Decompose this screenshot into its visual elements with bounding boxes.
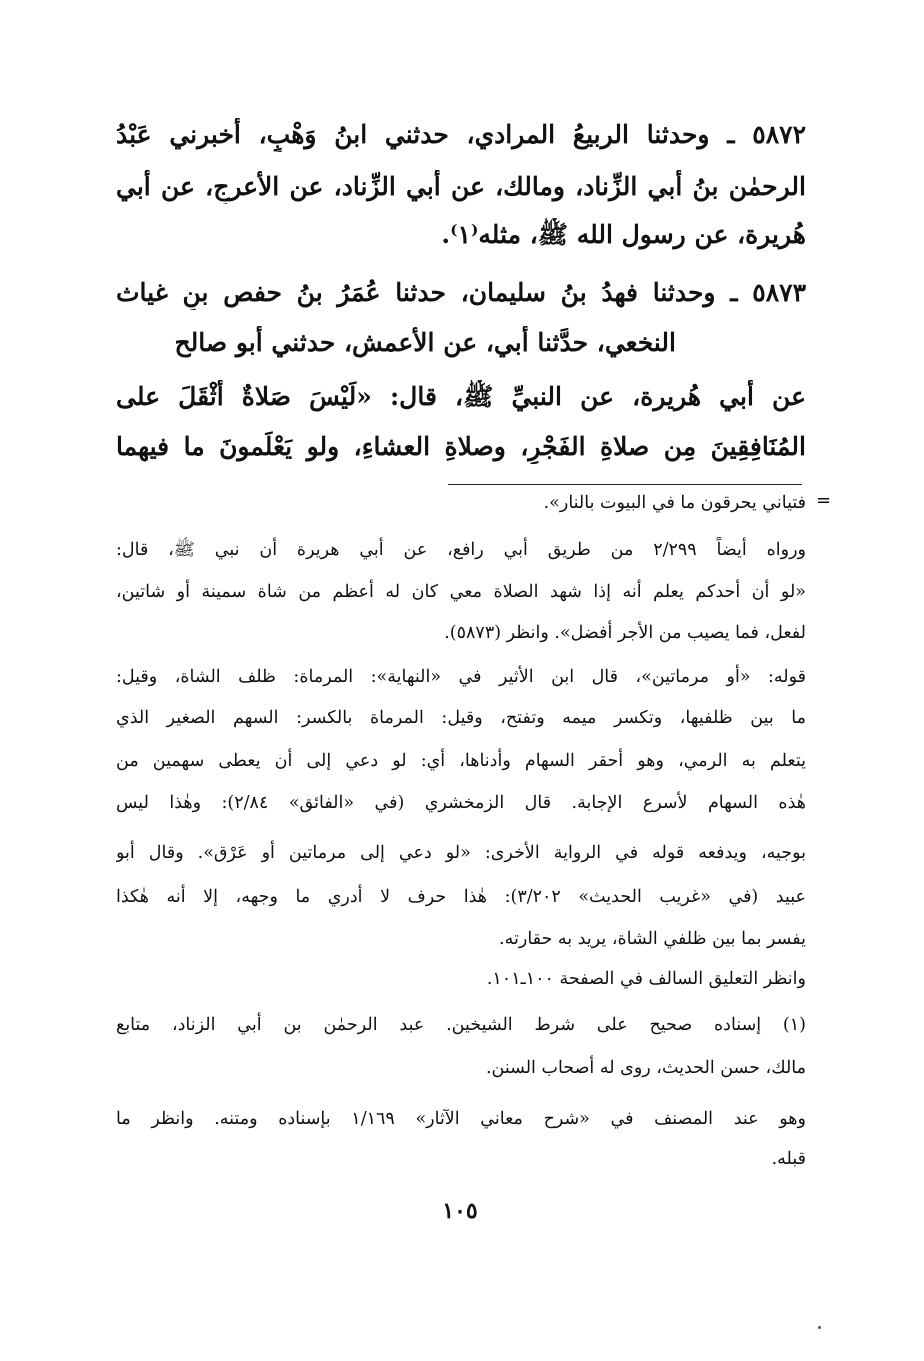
footnote-1-line-4: قبله. (771, 1149, 806, 1169)
hadith-5872-line-3: هُريرة، عن رسول الله ﷺ، مثله⁽١⁾. (441, 220, 806, 249)
note-line-9: بوجيه، ويدفعه قوله في الرواية الأخرى: «لو دعي إلى مرماتين أو عَرْق». وقال أبو (116, 843, 806, 863)
note-line-1: فتياني يحرقون ما في البيوت بالنار». (543, 493, 806, 513)
note-line-10: عبيد (في «غريب الحديث» ٣/٢٠٢): هٰذا حرف لا أدري ما وجهه، إلا أنه هٰكذا (116, 887, 806, 907)
note-line-12: وانظر التعليق السالف في الصفحة ١٠٠ـ١٠١. (486, 969, 806, 989)
note-line-5: قوله: «أو مرماتين»، قال ابن الأثير في «النهاية»: المرماة: ظلف الشاة، وقيل: (116, 667, 806, 687)
hadith-5872-line-2: الرحمٰن بنُ أبي الزِّناد، ومالك، عن أبي الزِّناد، عن الأعرجِ، عن أبي (116, 172, 806, 201)
hadith-5873-line-3: عن أبي هُريرة، عن النبيِّ ﷺ، قال: «لَيْسَ صَلاةٌ أَثْقَلَ على (116, 382, 806, 411)
hadith-5873-line-4: المُنَافِقِينَ مِن صلاةِ الفَجْرِ، وصلاةِ العشاءِ، ولو يَعْلَمونَ ما فيهما (116, 432, 806, 461)
note-line-2: ورواه أيضاً ٢/٢٩٩ من طريق أبي رافع، عن أبي هريرة أن نبي ﷺ، قال: (116, 540, 806, 560)
page-number: ١٠٥ (442, 1198, 478, 1224)
scan-speck (818, 1326, 821, 1329)
hadith-5873-line-2: النخعي، حدَّثنا أبي، عن الأعمش، حدثني أبو صالح (174, 328, 676, 357)
note-line-8: هٰذه السهام لأسرع الإجابة. قال الزمخشري (في «الفائق» ٢/٨٤): وهٰذا ليس (116, 793, 806, 813)
note-line-3: «لو أن أحدكم يعلم أنه إذا شهد الصلاة معي كان له أعظم من شاة سمينة أو شاتين، (116, 582, 806, 602)
note-line-6: ما بين ظلفيها، وتكسر ميمه وتفتح، وقيل: المرماة بالكسر: السهم الصغير الذي (116, 708, 806, 728)
footnote-separator (448, 484, 802, 485)
hadith-5872-line-1: ٥٨٧٢ ـ وحدثنا الربيعُ المرادي، حدثني ابنُ وَهْبٍ، أخبرني عَبْدُ (116, 120, 806, 149)
note-line-11: يفسر بما بين ظلفي الشاة، يريد به حقارته. (499, 929, 806, 949)
footnote-1-line-3: وهو عند المصنف في «شرح معاني الآثار» ١/١٦٩ بإسناده ومتنه. وانظر ما (116, 1109, 806, 1129)
note-line-4: لفعل، فما يصيب من الأجر أفضل». وانظر (٥٨٧٣). (444, 623, 806, 643)
footnote-continuation-marker: = (816, 490, 832, 511)
note-line-7: يتعلم به الرمي، وهو أحقر السهام وأدناها، أي: لو دعي إلى أن يعطى سهمين من (116, 751, 806, 771)
footnote-1-line-1: (١) إسناده صحيح على شرط الشيخين. عبد الرحمٰن بن أبي الزناد، متابع (116, 1015, 806, 1035)
footnote-1-line-2: مالك، حسن الحديث، روى له أصحاب السنن. (485, 1058, 806, 1078)
hadith-5873-line-1: ٥٨٧٣ ـ وحدثنا فهدُ بنُ سليمان، حدثنا عُمَرُ بنُ حفص بنِ غياث (116, 278, 806, 307)
